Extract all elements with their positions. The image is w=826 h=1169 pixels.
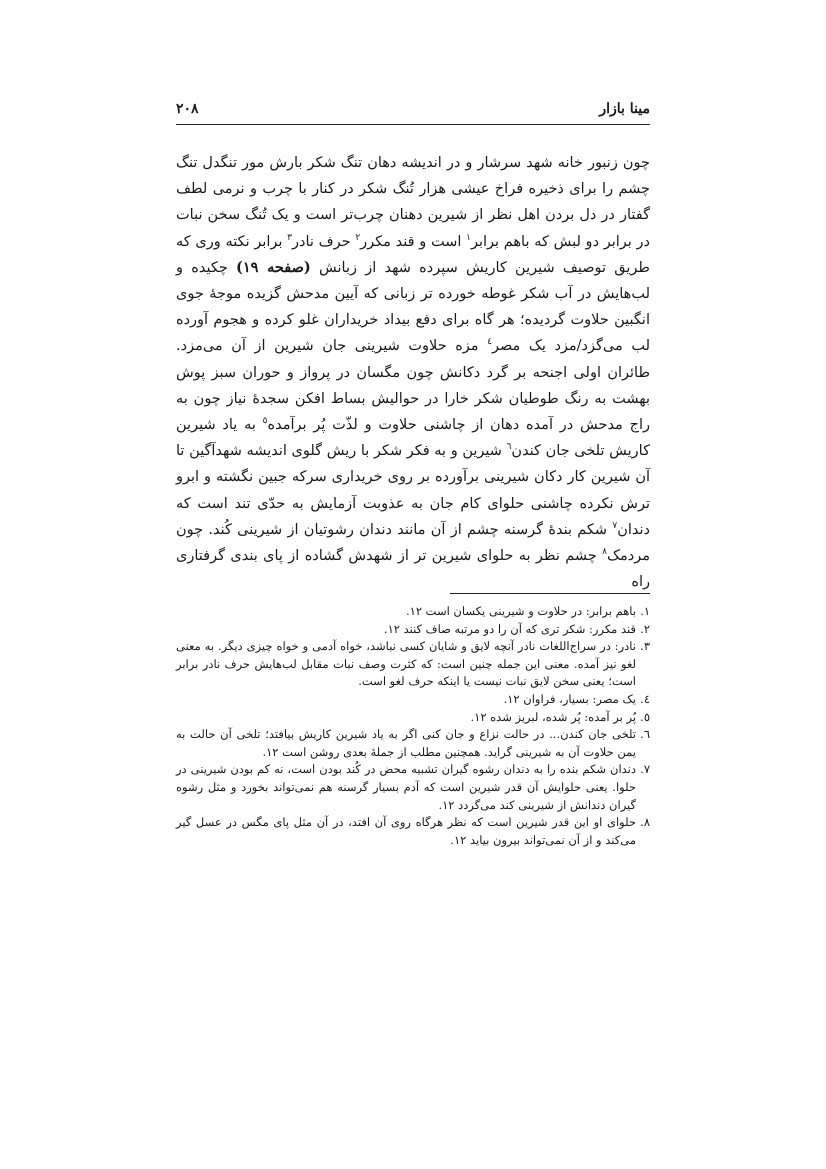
footnote-number: ۱.	[640, 604, 650, 618]
footnote-text: تلخی جان کندن... در حالت نزاع و جان کنی اگر به یاد شیرین کاریش بیافتد؛ تلخی آن حالت به یمن حلاوت آن به شیرینی گراید. همچنین مطلب از جملهٔ بعدی روشن است ۱۲.	[176, 727, 636, 759]
footnote-marker: ۷	[612, 521, 618, 532]
footnote-number: ٥.	[640, 709, 650, 724]
footnote-text: نادر: در سراج‌اللغات نادر آنچه لایق و شایان کسی نباشد، خواه آدمی و خواه چیزی دیگر. به معنی لغو نیز آمده. معنی این جمله چنین است: که کثرت وصف نبات مقابل لب‌هایش حرف نادر برابر است؛ یعنی سخن لایق نبات نیست یا اینکه حرف لغو است.	[176, 639, 636, 689]
footnote-separator	[450, 593, 650, 594]
text-run: چکیده و لب‌هایش در آب شکر غوطه خورده تر زبانی که آیین مدحش گزیده موجهٔ جوی انگبین حلاوت گردیده؛ هر گاه برای دفع بیداد خریداران غلو کرده و هجوم آورده لب می‌گزد/مزد یک مصر	[176, 259, 650, 355]
footnote-marker: ۲	[355, 232, 361, 243]
footnote-text: حلوای او این قدر شیرین است که نظر هرگاه روی آن افتد، در آن مثل پای مگس در عسل گیر می‌کند و از آن نمی‌تواند بیرون بیاید ۱۲.	[176, 815, 636, 847]
main-text	[176, 150, 650, 595]
body-paragraph	[176, 150, 650, 595]
text-run: به یاد شیرین کاریش تلخی جان کندن	[176, 417, 650, 460]
footnote-text: باهم برابر: در حلاوت و شیرینی یکسان است ۱۲.	[405, 604, 636, 618]
footnote-item	[176, 726, 650, 761]
footnote-marker: ٤	[487, 337, 492, 348]
footnote-number: ۲.	[640, 621, 650, 636]
footnote-text: یک مصر: بسیار، فراوان ۱۲.	[503, 691, 636, 706]
footnote-marker: ۳	[287, 232, 292, 243]
text-run: شکم بندهٔ گرسنه چشم از آن مانند دندان رشوتیان از شیرینی کُند. چون مردمک	[176, 521, 650, 565]
footnote-number: ۷.	[640, 762, 650, 777]
text-run: حرف نادر	[291, 233, 356, 250]
footnote-marker: ۱	[466, 232, 471, 243]
footnote-marker: ٥	[262, 416, 268, 427]
footnote-text: پُر بر آمده: پُر شده، لبریز شده ۱۲.	[470, 709, 636, 724]
footnote-item	[176, 638, 650, 691]
text-run: چون زنبور خانه شهد سرشار و در اندیشه دهان تنگ شکر بارش مور تنگدل تنگ چشم را برای ذخیره فراخ عیشی هزار تُنگ شکر در کنار با چرب و نرمی لطف گفتار در دل بردن اهل نظر از شیرین دهنان چرب‌تر است و یک تُنگ سخن نبات در برابر دو لبش که باهم برابر	[176, 155, 650, 250]
footnote-marker: ٦	[506, 442, 512, 453]
footnote-item	[176, 709, 650, 727]
footnote-text: قند مکرر: شکر تری که آن را دو مرتبه صاف کنند ۱۲.	[383, 621, 636, 636]
footnote-text: دندان شکم بنده را به دندان رشوه گیران تشبیه محض در کُند بودن است، نه کم بودن شیرینی در حلوا. یعنی حلوایش آن قدر شیرین است که آدم بسیار گرسنه هم نمی‌تواند بخورد و مثل رشوه گیران دندانش از شیرینی کند می‌گردد ۱۲.	[176, 762, 636, 812]
text-run: برابر نکته وری که طریق توصیف شیرین کاریش سپرده شهد از زبانش	[176, 233, 650, 276]
text-run: است و قند مکرر	[360, 233, 467, 250]
footnote-number: ٤.	[640, 691, 650, 706]
footnote-item	[176, 691, 650, 709]
footnote-number: ۸.	[640, 815, 650, 830]
footnotes-list	[176, 603, 650, 849]
page-reference: (صفحه ۱۹)	[236, 258, 311, 276]
footnote-item	[176, 621, 650, 639]
text-run: چشم نظر به حلوای شیرین تر از شهدش گشاده از پای بندی گرفتاری راه	[176, 548, 650, 591]
footnote-item	[176, 761, 650, 814]
footnote-item	[176, 814, 650, 849]
page-header	[176, 100, 650, 125]
footnote-number: ۳.	[640, 639, 650, 654]
footnote-item	[176, 603, 650, 621]
page-number: ۲۰۸	[176, 101, 199, 117]
text-run: مزه حلاوت شیرینی جان شیرین از آن می‌مزد. طائران اولی اجنحه بر گرد دکانش چون مگسان در پرواز و حوران سبز پوش بهشت به رنگ طوطیان شکر خارا در حوالیش بساط افکن سجدهٔ نیاز چون به راج مدحش در آمده دهان از چاشنی حلاوت و لذّت پُر برآمده	[176, 338, 650, 434]
running-title: مینا بازار	[599, 101, 650, 117]
footnote-number: ٦.	[640, 727, 650, 742]
text-run: شیرین و به فکر شکر با ریش گلوی اندیشه شهدآگین تا آن شیرین کار دکان شیرینی برآورده بر روی خریداری سرکه جبین نگشته و ابرو ترش نکرده چاشنی حلوای کام جان به عذوبت آزمایش به حدّی تند است که دندان	[176, 443, 650, 538]
footnote-marker: ۸	[602, 547, 608, 558]
